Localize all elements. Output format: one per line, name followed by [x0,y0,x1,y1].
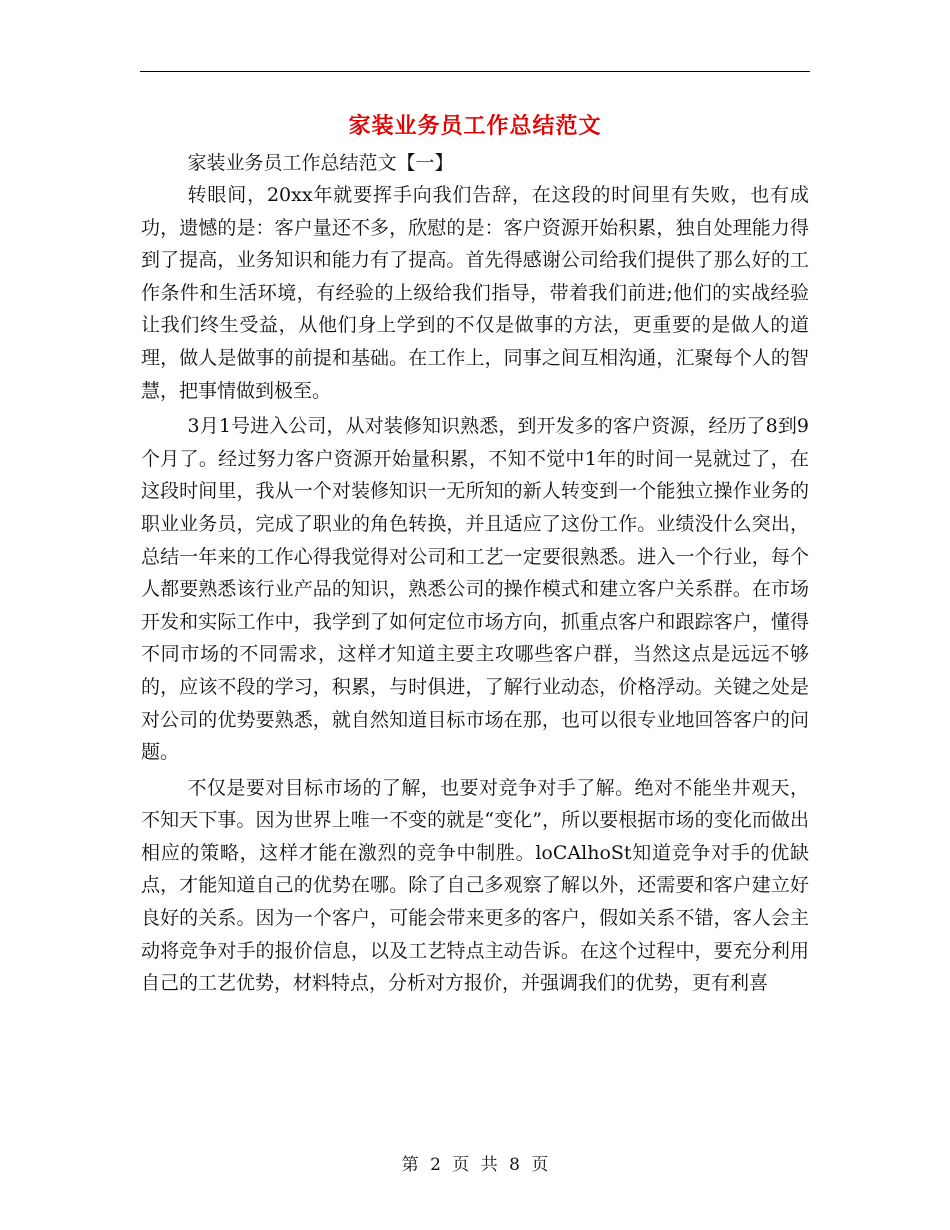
body-paragraph-3: 不仅是要对目标市场的了解，也要对竞争对手了解。绝对不能坐井观天，不知天下事。因为世界上唯一不变的就是“变化”，所以要根据市场的变化而做出相应的策略，这样才能在激烈的竞争中制胜。loCAlhoSt知道竞争对手的优缺点，才能知道自己的优势在哪。除了自己多观察了解以外，还需要和客户建立好良好的关系。因为一个客户，可能会带来更多的客户，假如关系不错，客人会主动将竞争对手的报价信息，以及工艺特点主动告诉。在这个过程中，要充分利用自己的工艺优势，材料特点，分析对方报价，并强调我们的优势，更有利喜 [141,776,809,995]
body-paragraph-1: 转眼间，20xx年就要挥手向我们告辞，在这段的时间里有失败，也有成功，遗憾的是：客户量还不多，欣慰的是：客户资源开始积累，独自处理能力得到了提高，业务知识和能力有了提高。首先得感谢公司给我们提供了那么好的工作条件和生活环境，有经验的上级给我们指导，带着我们前进;他们的实战经验让我们终生受益，从他们身上学到的不仅是做事的方法，更重要的是做人的道理，做人是做事的前提和基础。在工作上，同事之间互相沟通，汇聚每个人的智慧，把事情做到极至。 [141,184,809,402]
section-subtitle: 家装业务员工作总结范文【一】 [187,152,454,174]
document-title: 家装业务员工作总结范文 [348,113,602,139]
body-paragraph-2: 3月1号进入公司，从对装修知识熟悉，到开发多的客户资源，经历了8到9个月了。经过努力客户资源开始量积累，不知不觉中1年的时间一晃就过了，在这段时间里，我从一个对装修知识一无所知的新人转变到一个能独立操作业务的职业业务员，完成了职业的角色转换，并且适应了这份工作。业绩没什么突出，总结一年来的工作心得我觉得对公司和工艺一定要很熟悉。进入一个行业，每个人都要熟悉该行业产品的知识，熟悉公司的操作模式和建立客户关系群。在市场开发和实际工作中，我学到了如何定位市场方向，抓重点客户和跟踪客户，懂得不同市场的不同需求，这样才知道主要主攻哪些客户群，当然这点是远远不够的，应该不段的学习，积累，与时俱进，了解行业动态，价格浮动。关键之处是对公司的优势要熟悉，就自然知道目标市场在那，也可以很专业地回答客户的问题。 [141,415,809,764]
document-body [141,147,809,1003]
header-rule [140,71,810,72]
page-number-footer: 第 2 页 共 8 页 [401,1155,549,1175]
